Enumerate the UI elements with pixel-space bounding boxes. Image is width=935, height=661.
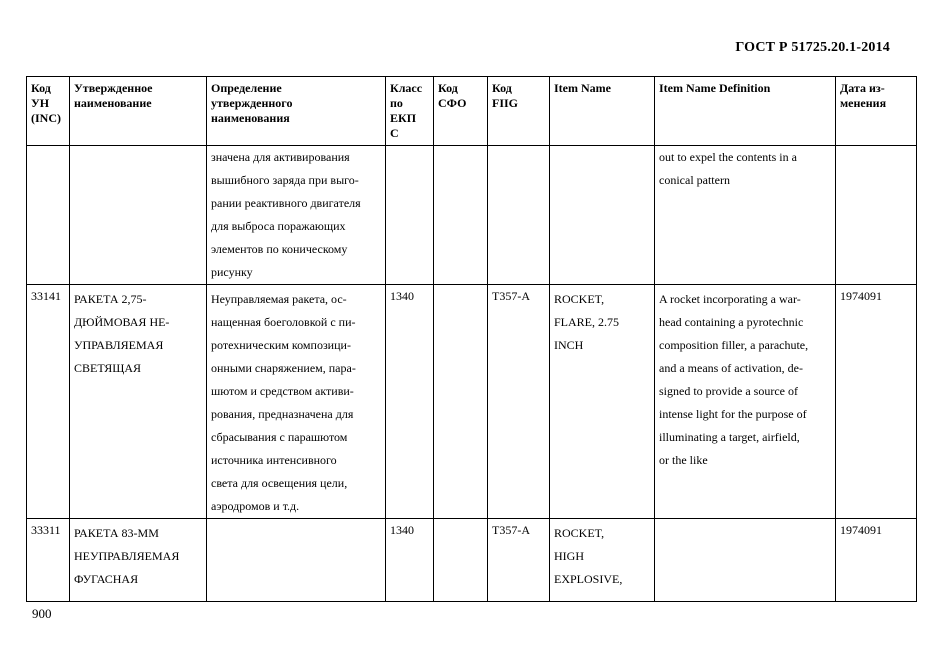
table-row: [27, 519, 917, 602]
classification-table: [26, 76, 917, 602]
cell-text-line: head containing a pyrotechnic: [659, 315, 804, 329]
cell-text-line: вышибного заряда при выго-: [211, 173, 359, 187]
change-date-cell: 1974091: [836, 519, 917, 602]
cell-text-line: FLARE, 2.75: [554, 315, 620, 329]
cell-text-line: or the like: [659, 453, 708, 467]
cell-text-line: рисунку: [211, 265, 253, 279]
cell-text-line: рования, предназначена для: [211, 407, 354, 421]
header-line: Дата из-: [840, 81, 885, 95]
cell-text-line: источника интенсивного: [211, 453, 337, 467]
item-name-definition-cell: [655, 285, 836, 519]
header-line: наименование: [74, 96, 152, 110]
cell-text-line: РАКЕТА 83-ММ: [74, 526, 159, 540]
fiig-code-cell: T357-A: [488, 519, 550, 602]
cell-text-line: illuminating a target, airfield,: [659, 430, 800, 444]
sfo-code-cell: [434, 519, 488, 602]
cell-text-line: аэродромов и т.д.: [211, 499, 300, 513]
cell-text-line: элементов по коническому: [211, 242, 348, 256]
inc-code-cell: 33141: [27, 285, 70, 519]
inc-code-cell: 33311: [27, 519, 70, 602]
item-name-cell: [550, 519, 655, 602]
item-name-cell: [550, 146, 655, 285]
approved-name-cell: [70, 146, 207, 285]
name-definition-cell: [207, 519, 386, 602]
col-approved-name-header: [70, 77, 207, 146]
cell-text-line: РАКЕТА 2,75-: [74, 292, 147, 306]
change-date-cell: 1974091: [836, 285, 917, 519]
cell-text-line: A rocket incorporating a war-: [659, 292, 801, 306]
cell-text-line: Неуправляемая ракета, ос-: [211, 292, 347, 306]
cell-text-line: значена для активирования: [211, 150, 350, 164]
document-code: ГОСТ Р 51725.20.1-2014: [735, 40, 890, 55]
name-definition-cell: [207, 285, 386, 519]
cell-text-line: HIGH: [554, 549, 584, 563]
ekps-class-cell: [386, 146, 434, 285]
col-name-definition-header: [207, 77, 386, 146]
cell-text-line: света для освещения цели,: [211, 476, 348, 490]
approved-name-cell: [70, 519, 207, 602]
header-line: ЕКП: [390, 111, 417, 125]
header-line: Код: [31, 81, 51, 95]
change-date-cell: [836, 146, 917, 285]
cell-text-line: signed to provide a source of: [659, 384, 798, 398]
cell-text-line: онными снаряжением, пара-: [211, 361, 356, 375]
col-sfo-code-header: [434, 77, 488, 146]
cell-text-line: ROCKET,: [554, 526, 605, 540]
header-line: Item Name: [554, 81, 611, 95]
approved-name-cell: [70, 285, 207, 519]
cell-text-line: ROCKET,: [554, 292, 605, 306]
cell-text-line: out to expel the contents in a: [659, 150, 797, 164]
header-line: утвержденного: [211, 96, 293, 110]
fiig-code-cell: [488, 146, 550, 285]
cell-text-line: шютом и средством активи-: [211, 384, 354, 398]
cell-text-line: and a means of activation, de-: [659, 361, 803, 375]
header-line: Item Name Definition: [659, 81, 771, 95]
item-name-definition-cell: [655, 519, 836, 602]
cell-text-line: conical pattern: [659, 173, 730, 187]
ekps-class-cell: 1340: [386, 285, 434, 519]
cell-text-line: СВЕТЯЩАЯ: [74, 361, 141, 375]
header-line: УН: [31, 96, 50, 110]
table-row: [27, 146, 917, 285]
header-line: С: [390, 126, 399, 140]
cell-text-line: рании реактивного двигателя: [211, 196, 361, 210]
cell-text-line: для выброса поражающих: [211, 219, 346, 233]
inc-code-cell: [27, 146, 70, 285]
header-line: Утвержденное: [74, 81, 153, 95]
col-ekps-class-header: [386, 77, 434, 146]
item-name-cell: [550, 285, 655, 519]
sfo-code-cell: [434, 146, 488, 285]
cell-text-line: ротехническим композици-: [211, 338, 351, 352]
col-change-date-header: [836, 77, 917, 146]
ekps-class-cell: 1340: [386, 519, 434, 602]
header-line: Класс: [390, 81, 423, 95]
cell-text-line: INCH: [554, 338, 584, 352]
header-line: Код: [438, 81, 458, 95]
table-header-row: [27, 77, 917, 146]
col-item-name-definition-header: [655, 77, 836, 146]
header-line: Определение: [211, 81, 282, 95]
cell-text-line: EXPLOSIVE,: [554, 572, 623, 586]
header-line: СФО: [438, 96, 467, 110]
header-line: наименования: [211, 111, 290, 125]
cell-text-line: ФУГАСНАЯ: [74, 572, 139, 586]
cell-text-line: НЕУПРАВЛЯЕМАЯ: [74, 549, 180, 563]
header-line: (INC): [31, 111, 61, 125]
page-number: 900: [32, 606, 52, 621]
header-line: FIIG: [492, 96, 519, 110]
sfo-code-cell: [434, 285, 488, 519]
cell-text-line: composition filler, a parachute,: [659, 338, 809, 352]
name-definition-cell: [207, 146, 386, 285]
cell-text-line: нащенная боеголовкой с пи-: [211, 315, 356, 329]
cell-text-line: intense light for the purpose of: [659, 407, 807, 421]
cell-text-line: сбрасывания с парашютом: [211, 430, 348, 444]
cell-text-line: ДЮЙМОВАЯ НЕ-: [74, 315, 170, 329]
col-inc-code-header: [27, 77, 70, 146]
header-line: Код: [492, 81, 512, 95]
cell-text-line: УПРАВЛЯЕМАЯ: [74, 338, 164, 352]
item-name-definition-cell: [655, 146, 836, 285]
col-item-name-header: [550, 77, 655, 146]
fiig-code-cell: T357-A: [488, 285, 550, 519]
header-line: менения: [840, 96, 887, 110]
table-row: [27, 285, 917, 519]
header-line: по: [390, 96, 403, 110]
col-fiig-code-header: [488, 77, 550, 146]
